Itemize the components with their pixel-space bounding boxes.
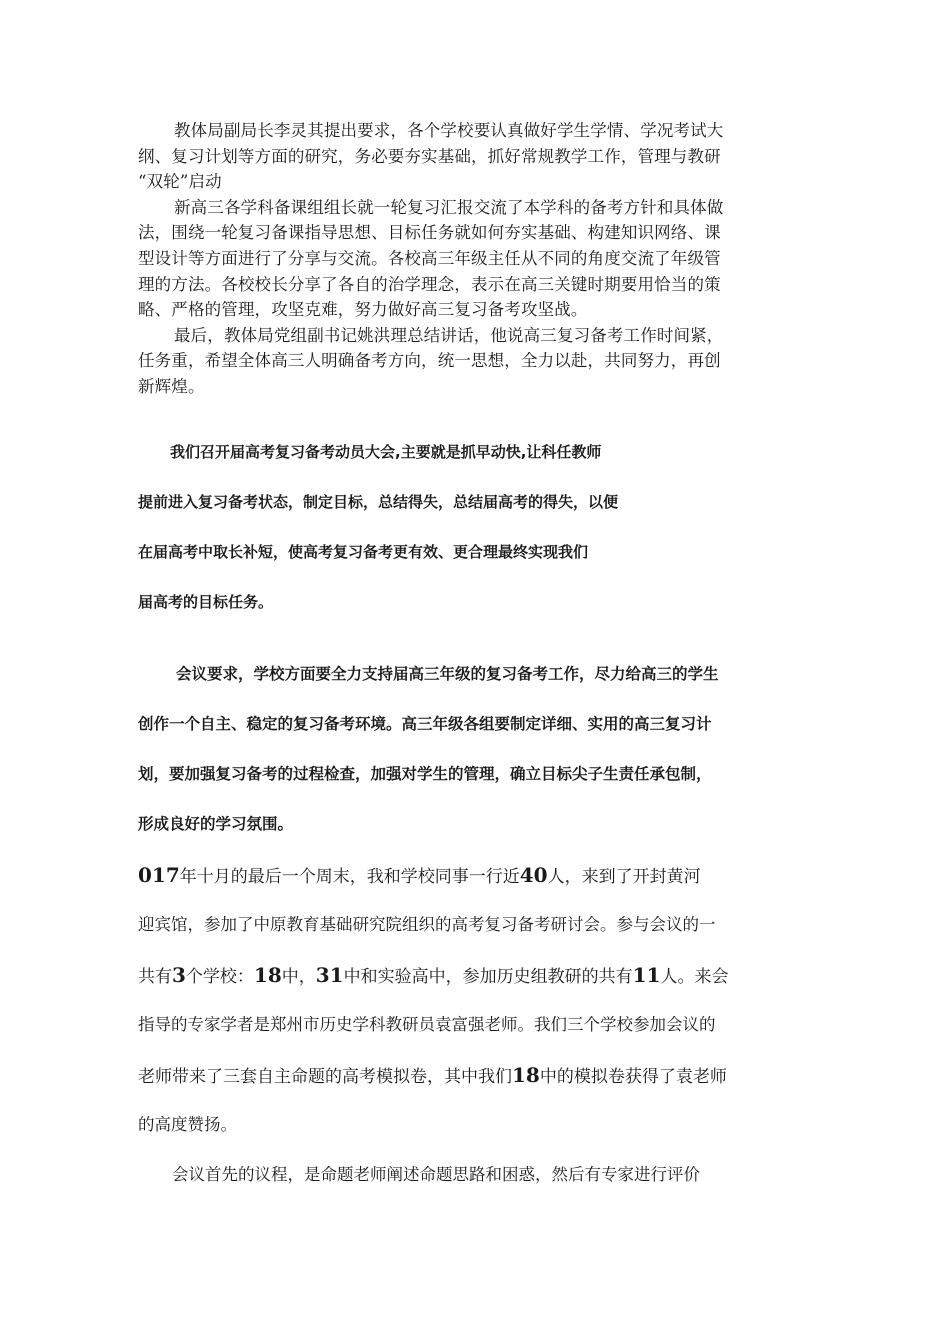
text-line: 提前进入复习备考状态，制定目标，总结得失，总结届高考的得失，以便 [138, 493, 619, 511]
text-line: 创作一个自主、稳定的复习备考环境。高三年级各组要制定详细、实用的高三复习计 [138, 715, 712, 733]
text-line: 理的方法。各校校长分享了各自的治学理念，表示在高三关键时期要用恰当的策 [138, 274, 721, 294]
number: 18 [512, 1063, 540, 1087]
number: 11 [632, 963, 661, 987]
text-line: 划，要加强复习备考的过程检查，加强对学生的管理，确立目标尖子生责任承包制， [138, 765, 712, 783]
paragraph-mobilization-meeting [138, 427, 814, 627]
text-line: 法，围绕一轮复习备课指导思想、目标任务就如何夯实基础、构建知识网络、课 [138, 223, 721, 243]
text-line: 形成良好的学习氛围。 [138, 815, 294, 833]
text-line: 新高三各学科备课组组长就一轮复习汇报交流了本学科的备考方针和具体做 [174, 197, 724, 217]
text-line: 任务重，希望全体高三人明确备考方向，统一思想，全力以赴，共同努力，再创 [138, 351, 721, 371]
text-line: 型设计等方面进行了分享与交流。各校高三年级主任从不同的角度交流了年级管 [138, 248, 721, 268]
text-line: 的高度赞扬。 [138, 1115, 237, 1134]
text-line: 老师带来了三套自主命题的高考模拟卷，其中我们18中的模拟卷获得了袁老师 [138, 1063, 727, 1087]
number: 40 [519, 863, 548, 887]
paragraph-meeting-requirements [138, 649, 814, 849]
text-line: 会议首先的议程，是命题老师阐述命题思路和困惑，然后有专家进行评价 [172, 1165, 700, 1184]
paragraph-seminar-report [138, 850, 814, 1200]
text-line: 迎宾馆，参加了中原教育基础研究院组织的高考复习备考研讨会。参与会议的一 [138, 915, 716, 934]
text-line: 教体局副局长李灵其提出要求，各个学校要认真做好学生学情、学况考试大 [174, 121, 724, 140]
text-line: 017年十月的最后一个周末，我和学校同事一行近40人，来到了开封黄河 [138, 863, 701, 887]
text-line: 在届高考中取长补短，使高考复习备考更有效、更合理最终实现我们 [138, 543, 589, 561]
text-line: 会议要求，学校方面要全力支持届高三年级的复习备考工作，尽力给高三的学生 [176, 665, 719, 683]
text-line: 届高考的目标任务。 [138, 593, 274, 611]
text-line: 指导的专家学者是郑州市历史学科教研员袁富强老师。我们三个学校参加会议的 [138, 1015, 716, 1034]
paragraph-group-leaders-meeting [138, 118, 814, 400]
text-line: 略、严格的管理，攻坚克难，努力做好高三复习备考攻坚战。 [138, 300, 588, 320]
number: 31 [315, 963, 344, 987]
number: 017 [138, 863, 180, 887]
text-line: 共有3个学校：18中，31中和实验高中，参加历史组教研的共有11人。来会 [138, 963, 729, 987]
text-line: 新辉煌。 [138, 376, 205, 396]
number: 3 [172, 963, 186, 987]
number: 18 [253, 963, 282, 987]
text-line: 我们召开届高考复习备考动员大会,主要就是抓早动快,让科任教师 [170, 443, 602, 461]
text-line: 最后，教体局党组副书记姚洪理总结讲话，他说高三复习备考工作时间紧， [174, 325, 724, 345]
text-line: 纲、复习计划等方面的研究，务必要夯实基础，抓好常规教学工作，管理与教研 [138, 146, 721, 166]
text-line: “双轮”启动 [138, 172, 222, 192]
